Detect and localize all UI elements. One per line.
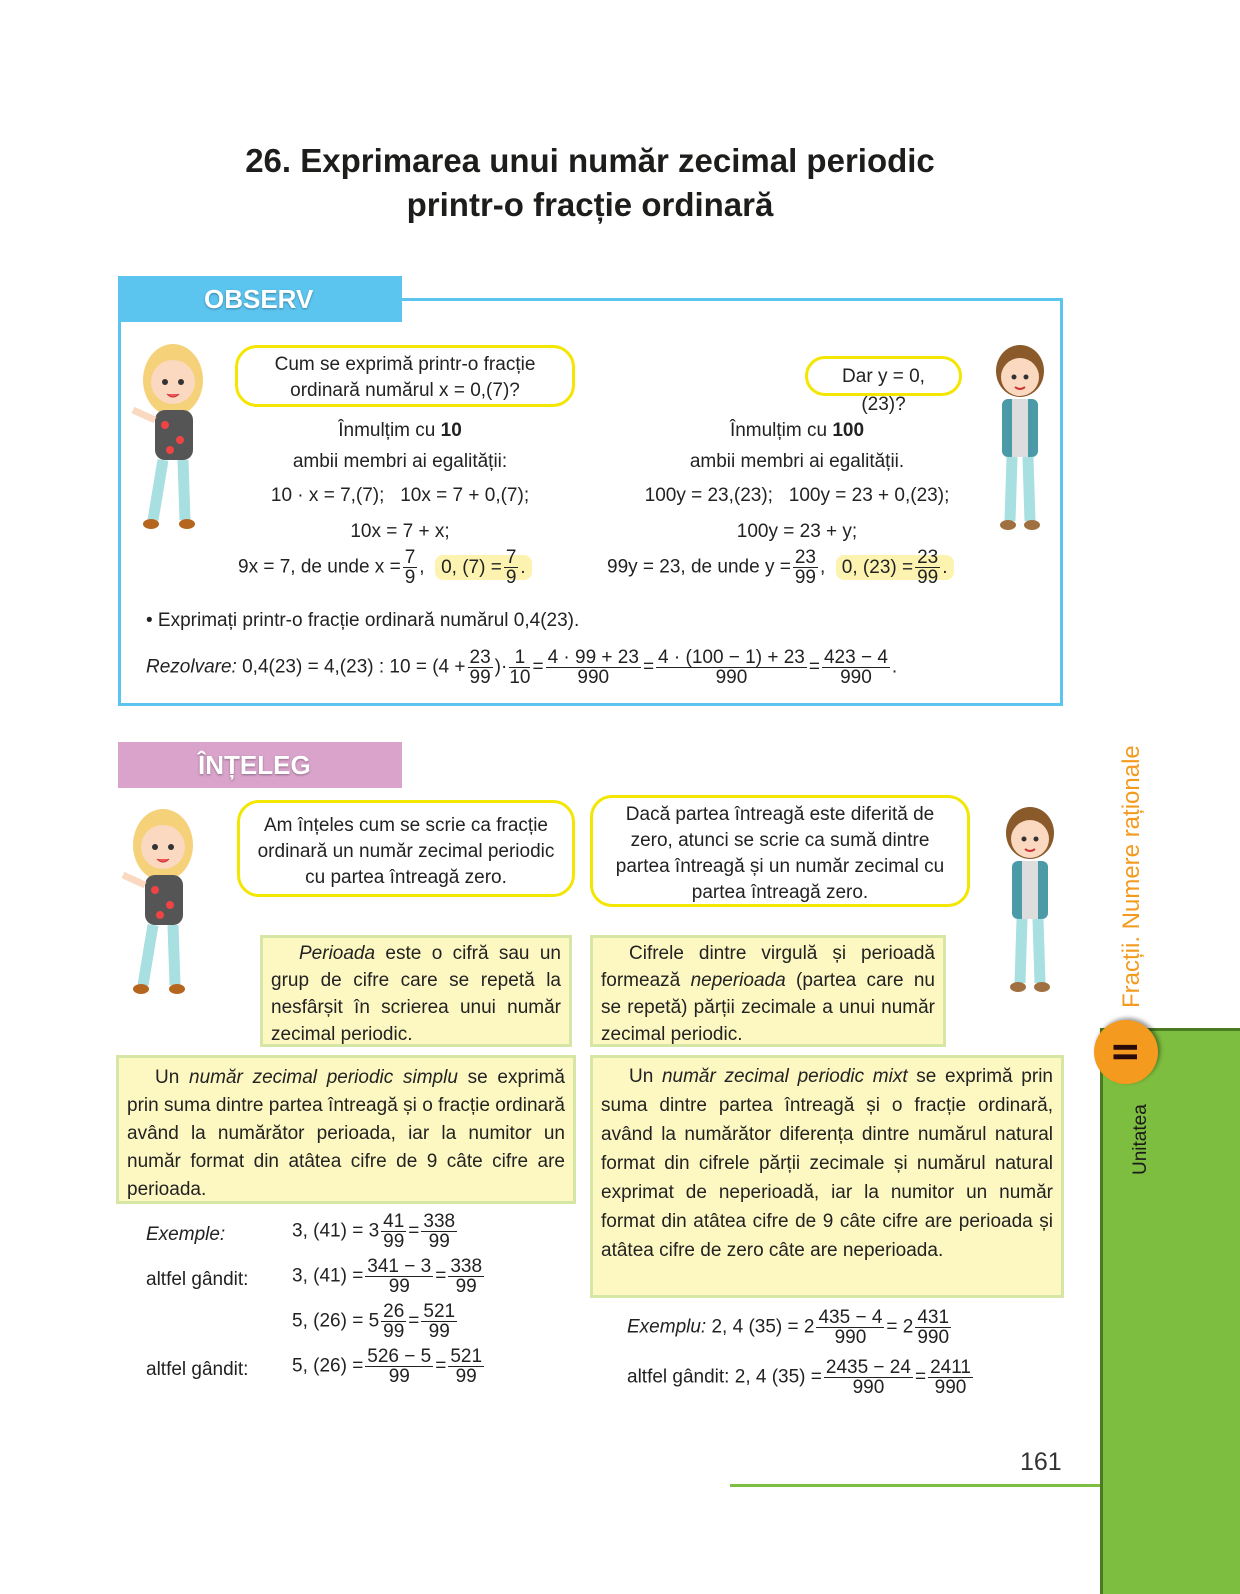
example-right-2: altfel gândit: 2, 4 (35) = $\frac{2435 - 24}{990}$ = $\frac{2411}{990}$ (627, 1357, 971, 1398)
boy-illustration (1000, 805, 1060, 995)
unit-label: Unitatea (1130, 1104, 1151, 1175)
boy-speech-bubble-2: Dacă partea întreagă este diferită de zero, atunci se scrie ca sumă dintre partea întreagă și un număr zecimal cu partea întreagă zero. (590, 795, 970, 907)
left-step2: ambii membri ai egalității: (292, 451, 508, 472)
page-title-line1: 26. Exprimarea unui număr zecimal periodic (245, 142, 935, 179)
example-right-1: Exemplu: 2, 4 (35) = 2 $\frac{435 - 4}{990}$ = 2 $\frac{431}{990}$ (627, 1307, 950, 1348)
left-step1: Înmulțim cu 10 (338, 420, 462, 441)
girl-speech-bubble: Cum se exprimă printr-o fracție ordinară numărul x = 0,(7)? (235, 345, 575, 407)
left-step4: 10x = 7 + x; (350, 521, 450, 542)
definition-periodic-simplu: Un număr zecimal periodic simplu se exprimă prin suma dintre partea întreagă și o fracție ordinară având la numărător perioada, iar la numitor un număr format din atâtea cifre de 9 câte cifre are perioada. (116, 1055, 576, 1204)
right-step4: 100y = 23 + y; (736, 521, 858, 542)
inteleg-tab: ÎNȚELEG (118, 742, 402, 788)
girl-illustration (115, 805, 210, 997)
definition-perioada: Perioada este o cifră sau un grup de cifre care se repetă la nesfârșit în scrierea unui număr zecimal periodic. (260, 935, 572, 1047)
footer-rule (730, 1484, 1102, 1487)
unit-side-band (1100, 1028, 1240, 1594)
chapter-title: Fracții. Numere raționale (1118, 745, 1145, 1008)
left-step3: 10 · x = 7,(7); 10x = 7 + 0,(7); (270, 485, 530, 506)
right-step3: 100y = 23,(23); 100y = 23 + 0,(23); (644, 485, 950, 506)
right-step2: ambii membri ai egalității. (689, 451, 905, 472)
boy-illustration (990, 343, 1050, 533)
girl-speech-bubble-2: Am înțeles cum se scrie ca fracție ordinară un număr zecimal periodic cu partea întreagă zero. (237, 800, 575, 897)
right-result-highlight: 0, (23) = $\frac{23}{99}$ . (836, 555, 954, 580)
observ-tab: OBSERV (118, 276, 402, 322)
left-step5: 9x = 7, de unde x = $\frac{7}{9}$ , 0, (7) = $\frac{7}{9}$ . (238, 548, 532, 587)
right-step1: Înmulțim cu 100 (729, 420, 865, 441)
rezolvare-line: Rezolvare: 0,4(23) = 4,(23) : 10 = (4 + $\frac{23}{99}$ )· $\frac{1}{10}$ = $\frac{4 \cdot 99 + 23}{990}$ = $\frac{4 \cdot (100 - 1) + 23}{990}$ = $\frac{423 - 4}{990}$ . (146, 647, 898, 688)
definition-neperioada: Cifrele dintre virgulă și perioadă formează neperioada (partea care nu se repetă) părții zecimale a unui număr zecimal periodic. (590, 935, 946, 1047)
unit-number-badge: II (1094, 1020, 1158, 1084)
boy-speech-bubble: Dar y = 0,(23)? (805, 356, 962, 396)
left-result-highlight: 0, (7) = $\frac{7}{9}$ . (435, 555, 532, 580)
page-number: 161 (1020, 1448, 1062, 1476)
right-step5: 99y = 23, de unde y = $\frac{23}{99}$ , 0, (23) = $\frac{23}{99}$ . (607, 548, 954, 587)
definition-periodic-mixt: Un număr zecimal periodic mixt se exprimă prin suma dintre partea întreagă și o fracție ordinară, având la numărător diferența dintre numărul natural format din cifrele părții zecimale și numărul natural exprimat de neperioadă, iar la numitor un număr format din atâtea cifre de 9 câte cifre are perioada și atâtea cifre de zero câte are neperioada. (590, 1055, 1064, 1298)
task-text: • Exprimați printr-o fracție ordinară numărul 0,4(23). (146, 610, 580, 631)
page-title-line2: printr-o fracție ordinară (406, 186, 774, 223)
